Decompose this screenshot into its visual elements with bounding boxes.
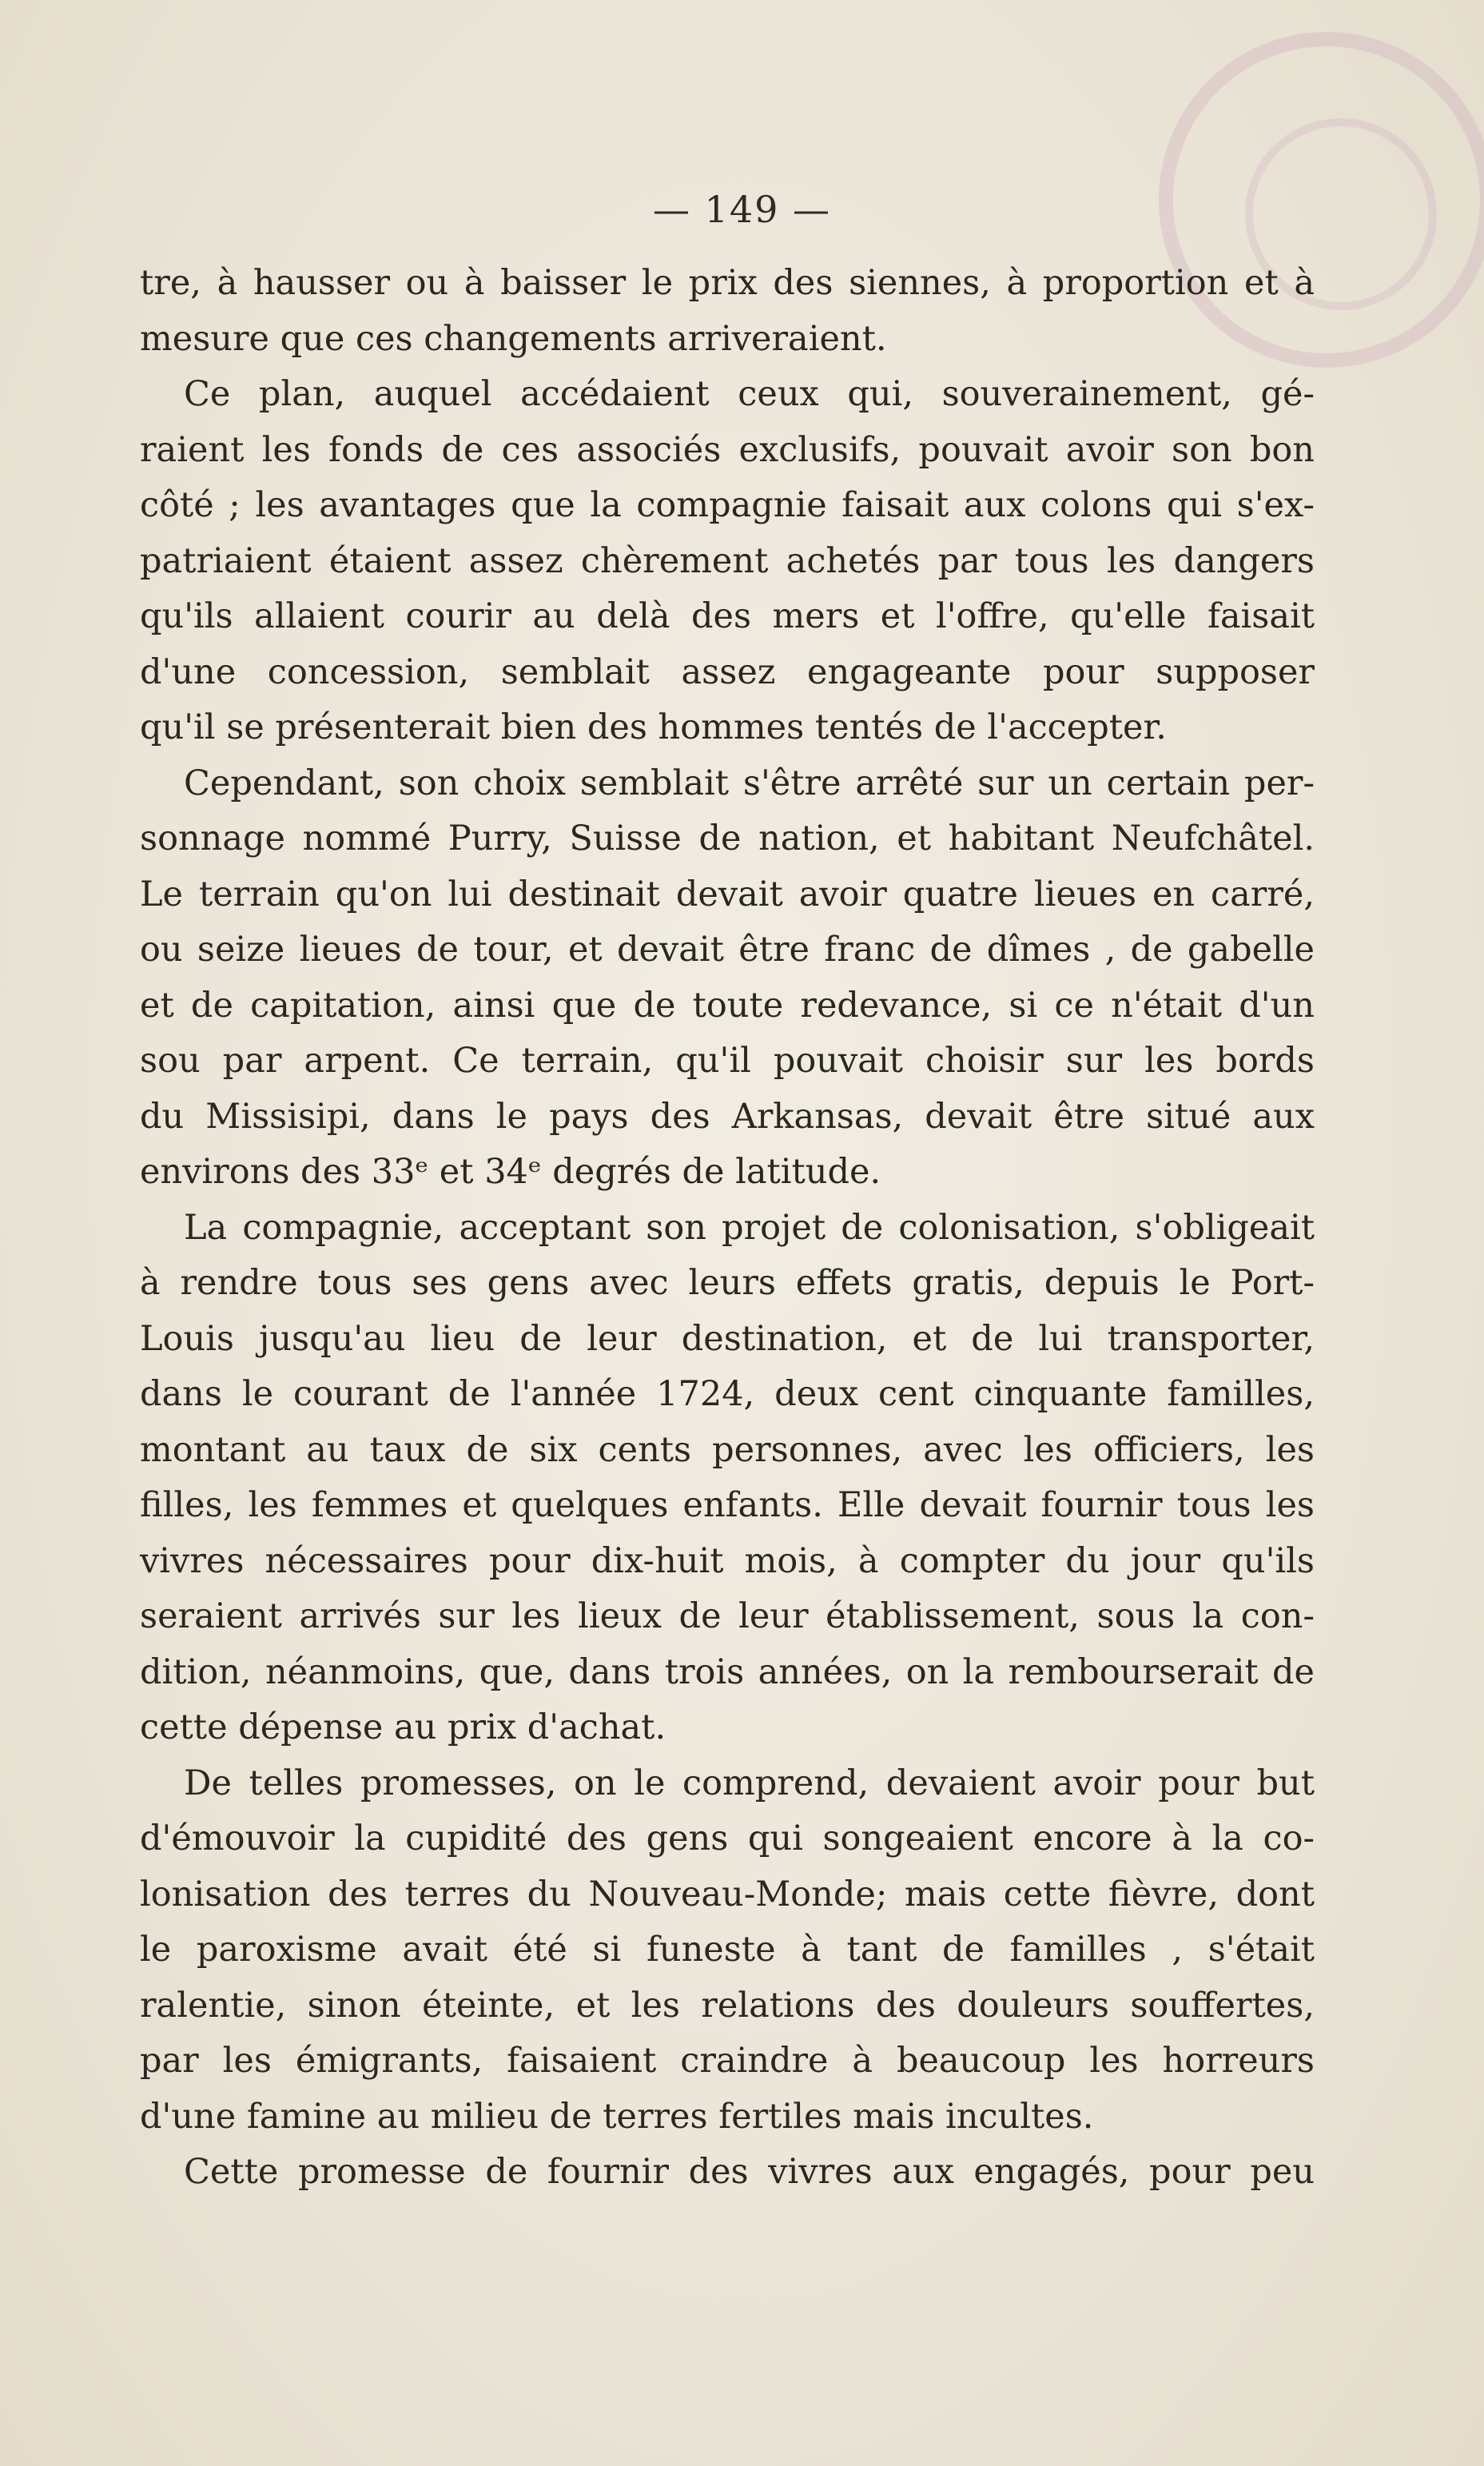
text-line: Ce plan, auquel accédaient ceux qui, souverainement, gé- [184, 374, 1315, 414]
text-line: tre, à hausser ou à baisser le prix des siennes, à proportion et à [140, 263, 1315, 303]
text-line: à rendre tous ses gens avec leurs effets gratis, depuis le Port- [140, 1263, 1315, 1303]
text-line: dans le courant de l'année 1724, deux cent cinquante familles, [140, 1374, 1315, 1414]
text-line: cette dépense au prix d'achat. [140, 1707, 666, 1747]
text-line: d'une famine au milieu de terres fertiles mais incultes. [140, 2096, 1094, 2137]
text-line: ou seize lieues de tour, et devait être franc de dîmes , de gabelle [140, 930, 1315, 970]
page-number: — 149 — [652, 188, 832, 231]
text-line: environs des 33ᵉ et 34ᵉ degrés de latitude. [140, 1152, 881, 1192]
text-line: filles, les femmes et quelques enfants. Elle devait fournir tous les [140, 1485, 1315, 1525]
text-line: et de capitation, ainsi que de toute redevance, si ce n'était d'un [140, 985, 1315, 1026]
text-line: patriaient étaient assez chèrement achetés par tous les dangers [140, 540, 1315, 581]
text-line: côté ; les avantages que la compagnie faisait aux colons qui s'ex- [140, 485, 1315, 525]
text-line: par les émigrants, faisaient craindre à beaucoup les horreurs [140, 2041, 1315, 2081]
text-line: raient les fonds de ces associés exclusifs, pouvait avoir son bon [140, 429, 1315, 470]
text-line: du Missisipi, dans le pays des Arkansas, devait être situé aux [140, 1096, 1315, 1137]
text-line: La compagnie, acceptant son projet de colonisation, s'obligeait [184, 1207, 1315, 1248]
text-line: qu'il se présenterait bien des hommes tentés de l'accepter. [140, 707, 1167, 747]
text-line: lonisation des terres du Nouveau-Monde; mais cette fièvre, dont [140, 1874, 1315, 1914]
text-line: vivres nécessaires pour dix-huit mois, à compter du jour qu'ils [140, 1540, 1315, 1581]
text-line: d'émouvoir la cupidité des gens qui songeaient encore à la co- [140, 1819, 1315, 1858]
text-line: qu'ils allaient courir au delà des mers et l'offre, qu'elle faisait [140, 596, 1315, 636]
text-line: d'une concession, semblait assez engageante pour supposer [140, 651, 1315, 692]
text-line: Cependant, son choix semblait s'être arrêté sur un certain per- [184, 763, 1315, 803]
text-line: Cette promesse de fournir des vivres aux engagés, pour peu [184, 2152, 1315, 2192]
text-line: sonnage nommé Purry, Suisse de nation, et habitant Neufchâtel. [140, 819, 1315, 859]
body-text [140, 256, 1315, 2201]
text-line: Louis jusqu'au lieu de leur destination, et de lui transporter, [140, 1318, 1315, 1359]
text-line: ralentie, sinon éteinte, et les relations des douleurs souffertes, [140, 1985, 1315, 2026]
text-line: sou par arpent. Ce terrain, qu'il pouvait choisir sur les bords [140, 1041, 1315, 1081]
text-line: Le terrain qu'on lui destinait devait avoir quatre lieues en carré, [140, 874, 1315, 914]
text-line: mesure que ces changements arriveraient. [140, 318, 887, 359]
text-line: le paroxisme avait été si funeste à tant de familles , s'était [140, 1930, 1315, 1970]
text-line: seraient arrivés sur les lieux de leur établissement, sous la con- [140, 1596, 1315, 1636]
text-line: De telles promesses, on le comprend, devaient avoir pour but [184, 1763, 1315, 1803]
text-line: montant au taux de six cents personnes, avec les officiers, les [140, 1429, 1315, 1470]
text-line: dition, néanmoins, que, dans trois années, on la rembourserait de [140, 1651, 1315, 1692]
